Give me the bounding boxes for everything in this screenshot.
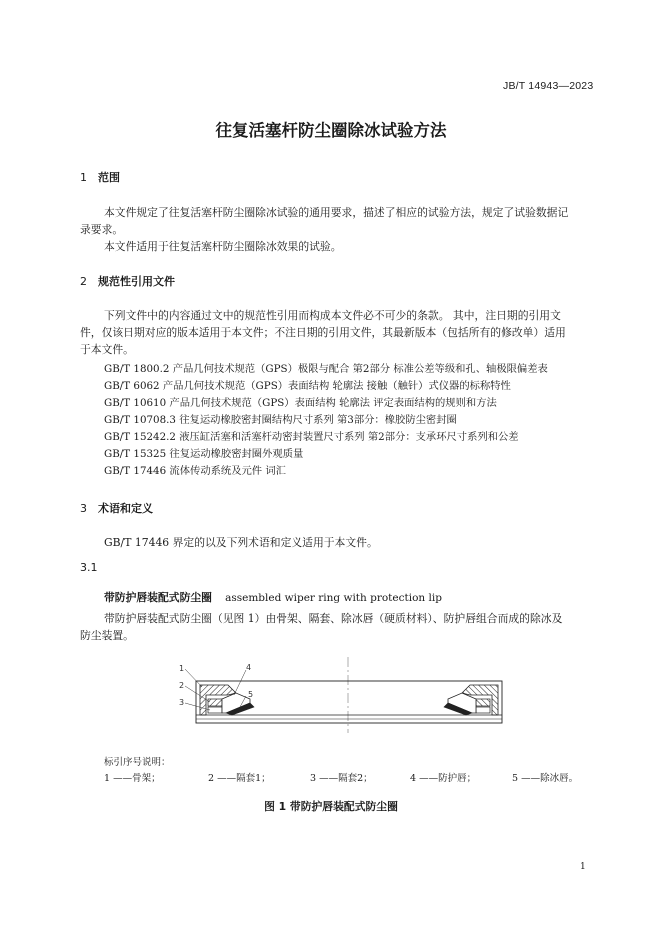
spacer-1-right [476,699,490,706]
legend-item: 4 ——防护唇； [410,773,477,784]
spacer-2-left [208,707,222,713]
document-number: JB/T 14943—2023 [503,80,594,92]
references-intro-line: 件，仅该日期对应的版本适用于本文件；不注日期的引用文件，其最新版本（包括所有的修改单）适用 [80,326,566,339]
reference-item: GB/T 17446 流体传动系统及元件 词汇 [104,465,286,477]
reference-item: GB/T 15325 往复运动橡胶密封圈外观质量 [104,448,304,460]
reference-item: GB/T 6062 产品几何技术规范（GPS）表面结构 轮廓法 接触（触针）式仪器的标称特性 [104,380,511,392]
section-title: 术语和定义 [98,502,153,515]
section-heading-terms [80,500,153,516]
callout-5: 5 [248,690,254,699]
section-number: 1 [80,171,87,184]
scope-paragraph-line: 本文件规定了往复活塞杆防尘圈除冰试验的通用要求，描述了相应的试验方法，规定了试验数据记 [104,206,569,219]
section-number: 2 [80,275,87,288]
section-heading-scope [80,169,120,185]
callout-3: 3 [179,698,185,707]
spacer-2-right [476,707,490,713]
right-cross-section [444,685,498,715]
reference-item: GB/T 15242.2 液压缸活塞和活塞杆动密封装置尺寸系列 第2部分：支承环尺寸系列和公差 [104,431,519,443]
reference-item: GB/T 1800.2 产品几何技术规范（GPS）极限与配合 第2部分 标准公差等级和孔、轴极限偏差表 [104,363,548,375]
reference-item: GB/T 10708.3 往复运动橡胶密封圈结构尺寸系列 第3部分：橡胶防尘密封圈 [104,414,457,426]
term-heading [104,586,442,605]
legend-title: 标引序号说明： [104,757,171,768]
term-definition-line: 带防护唇装配式防尘圈（见图 1）由骨架、隔套、除冰唇（硬质材料）、防护唇组合而成的除冰及 [104,612,563,625]
terms-intro: GB/T 17446 界定的以及下列术语和定义适用于本文件。 [104,536,378,549]
section-title: 范围 [98,171,120,184]
reference-item: GB/T 10610 产品几何技术规范（GPS）表面结构 轮廓法 评定表面结构的规则和方法 [104,397,497,409]
legend-item: 3 ——隔套2； [310,773,373,784]
section-number: 3 [80,502,87,515]
leader-line-4 [234,670,246,695]
document-title: 往复活塞杆防尘圈除冰试验方法 [215,121,447,140]
term-chinese: 带防护唇装配式防尘圈 [104,591,212,604]
callout-4: 4 [246,663,252,672]
references-intro-line: 下列文件中的内容通过文中的规范性引用而构成本文件必不可少的条款。 其中，注日期的引用文 [104,309,561,322]
term-definition-line: 防尘装置。 [80,629,134,642]
legend-item: 5 ——除冰唇。 [512,773,579,784]
term-english: assembled wiper ring with protection lip [225,592,442,604]
figure-wiper-ring-drawing [170,655,520,735]
term-number: 3.1 [80,561,98,574]
scope-paragraph: 本文件适用于往复活塞杆防尘圈除冰效果的试验。 [104,240,342,253]
spacer-1-left [208,699,222,706]
legend-item: 2 ——隔套1； [208,773,271,784]
callout-1: 1 [179,664,185,673]
figure-caption: 图 1 带防护唇装配式防尘圈 [264,800,398,813]
section-title: 规范性引用文件 [98,275,175,288]
callout-2: 2 [179,681,185,690]
page-number: 1 [580,862,586,872]
section-heading-normative-references [80,273,175,289]
references-intro-line: 于本文件。 [80,343,134,356]
left-cross-section [200,685,254,715]
scope-paragraph-line: 录要求。 [80,223,124,236]
leader-line-1 [185,669,202,687]
legend-item: 1 ——骨架； [104,773,161,784]
